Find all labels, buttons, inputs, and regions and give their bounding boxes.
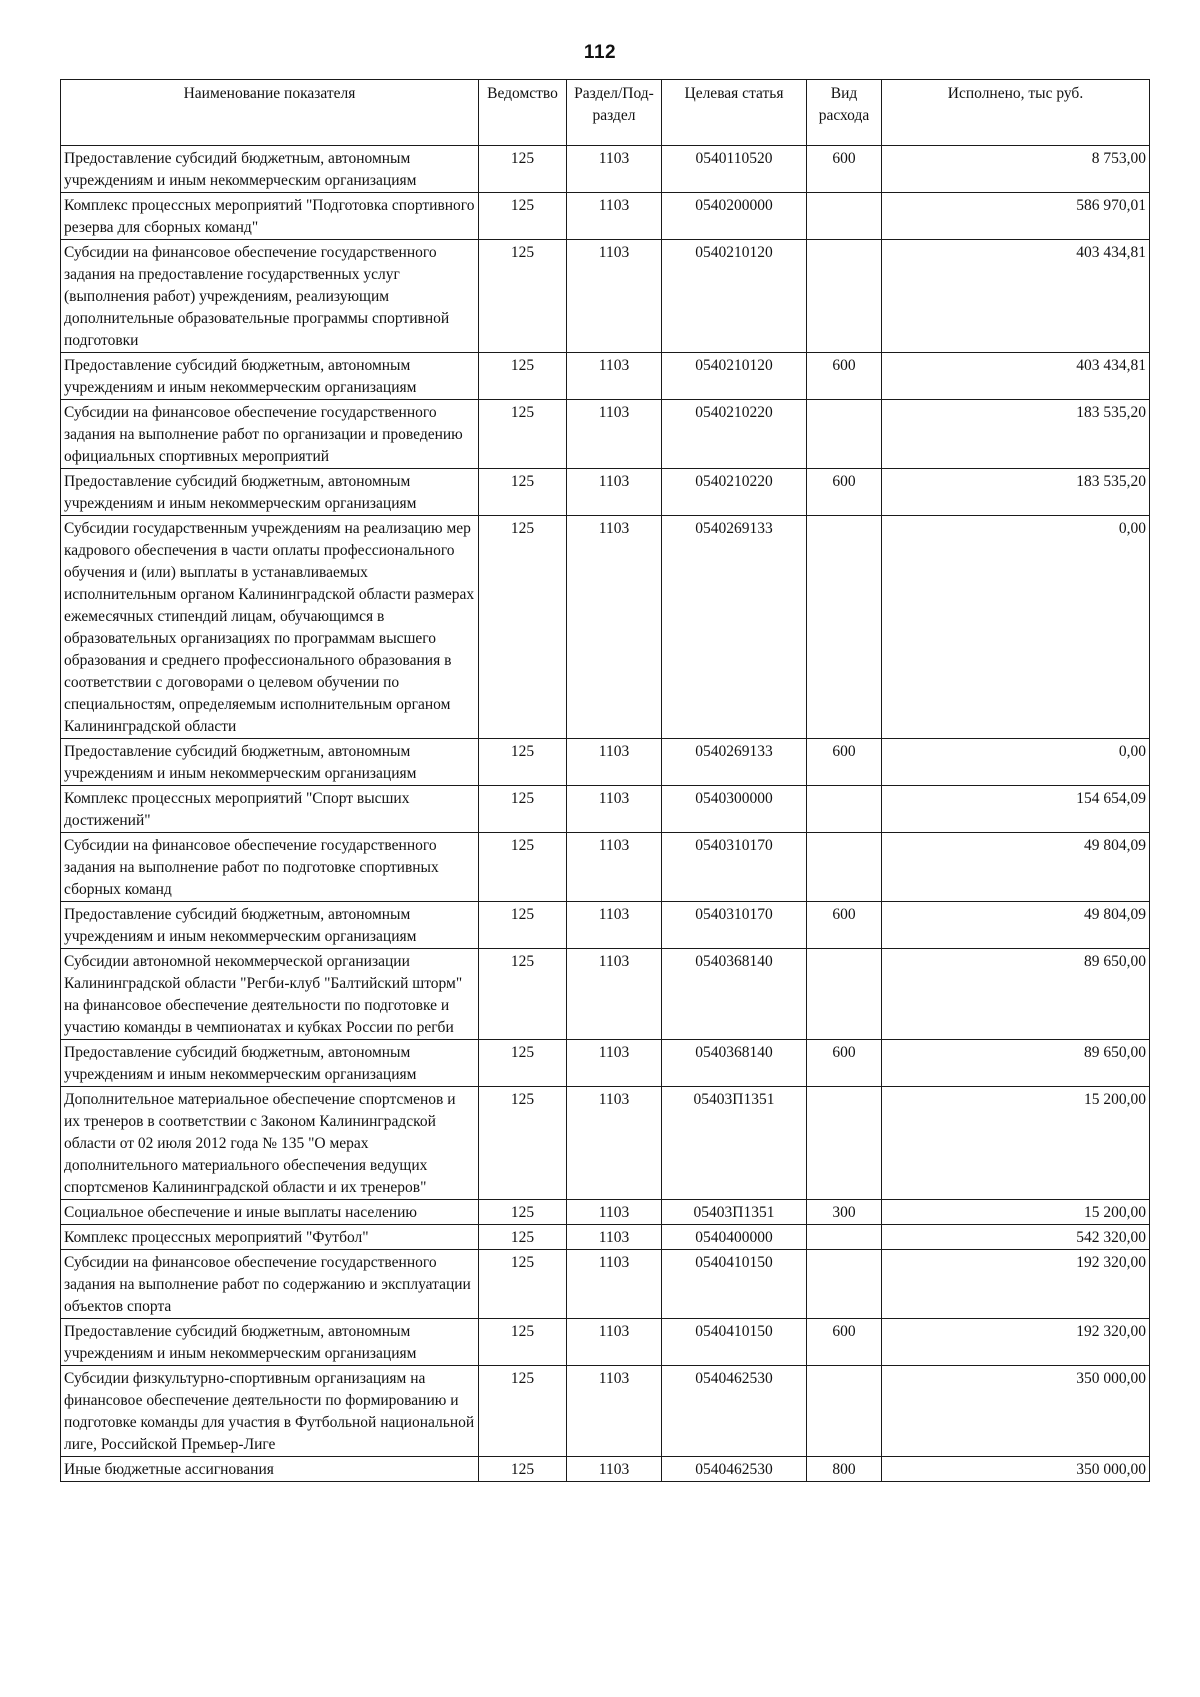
cell-name: Субсидии на финансовое обеспечение государственного задания на выполнение работ по организации и проведению официальных спортивных мероприятий — [61, 400, 479, 469]
cell-section: 1103 — [567, 193, 662, 240]
cell-expense-type — [807, 949, 882, 1040]
cell-section: 1103 — [567, 1250, 662, 1319]
cell-expense-type: 800 — [807, 1457, 882, 1482]
cell-agency: 125 — [479, 193, 567, 240]
cell-expense-type — [807, 193, 882, 240]
cell-section: 1103 — [567, 1040, 662, 1087]
cell-executed: 183 535,20 — [882, 469, 1150, 516]
cell-target: 0540368140 — [662, 1040, 807, 1087]
cell-expense-type — [807, 1366, 882, 1457]
cell-target: 0540210220 — [662, 469, 807, 516]
cell-section: 1103 — [567, 1087, 662, 1200]
cell-name: Субсидии государственным учреждениям на реализацию мер кадрового обеспечения в части оплаты профессионального обучения и (или) выплаты в устанавливаемых исполнительным органом Калининградской области размерах ежемесячных стипендий лицам, обучающимся в образовательных организациях по программам высшего образования и среднего профессионального образования в соответствии с договорами о целевом обучении по специальностям, определяемым исполнительным органом Калининградской области — [61, 516, 479, 739]
cell-section: 1103 — [567, 1366, 662, 1457]
cell-name: Субсидии на финансовое обеспечение государственного задания на выполнение работ по подготовке спортивных сборных команд — [61, 833, 479, 902]
cell-executed: 89 650,00 — [882, 1040, 1150, 1087]
table-row — [61, 949, 1150, 1040]
cell-target: 0540200000 — [662, 193, 807, 240]
table-row — [61, 1366, 1150, 1457]
cell-name: Субсидии физкультурно-спортивным организациям на финансовое обеспечение деятельности по формированию и подготовке команды для участия в Футбольной национальной лиге, Российской Премьер-Лиге — [61, 1366, 479, 1457]
cell-section: 1103 — [567, 146, 662, 193]
table-body — [61, 146, 1150, 1482]
cell-name: Предоставление субсидий бюджетным, автономным учреждениям и иным некоммерческим организациям — [61, 902, 479, 949]
cell-executed: 542 320,00 — [882, 1225, 1150, 1250]
cell-expense-type — [807, 1225, 882, 1250]
cell-name: Дополнительное материальное обеспечение спортсменов и их тренеров в соответствии с Законом Калининградской области от 02 июля 2012 года № 135 "О мерах дополнительного материального обеспечения ведущих спортсменов Калининградской области и их тренеров" — [61, 1087, 479, 1200]
table-row — [61, 1040, 1150, 1087]
cell-executed: 192 320,00 — [882, 1319, 1150, 1366]
table-row — [61, 833, 1150, 902]
header-name: Наименование показателя — [61, 80, 479, 146]
cell-section: 1103 — [567, 516, 662, 739]
cell-executed: 154 654,09 — [882, 786, 1150, 833]
table-row — [61, 1250, 1150, 1319]
cell-executed: 15 200,00 — [882, 1087, 1150, 1200]
cell-target: 05403П1351 — [662, 1087, 807, 1200]
cell-executed: 586 970,01 — [882, 193, 1150, 240]
cell-section: 1103 — [567, 786, 662, 833]
budget-execution-table — [60, 79, 1150, 1482]
cell-target: 0540410150 — [662, 1250, 807, 1319]
cell-agency: 125 — [479, 353, 567, 400]
cell-target: 0540269133 — [662, 516, 807, 739]
cell-name: Предоставление субсидий бюджетным, автономным учреждениям и иным некоммерческим организациям — [61, 353, 479, 400]
table-row — [61, 1225, 1150, 1250]
cell-agency: 125 — [479, 1319, 567, 1366]
cell-target: 0540462530 — [662, 1457, 807, 1482]
cell-executed: 49 804,09 — [882, 833, 1150, 902]
cell-expense-type — [807, 516, 882, 739]
cell-name: Комплекс процессных мероприятий "Подготовка спортивного резерва для сборных команд" — [61, 193, 479, 240]
cell-agency: 125 — [479, 833, 567, 902]
cell-expense-type: 600 — [807, 739, 882, 786]
header-target: Целевая статья — [662, 80, 807, 146]
cell-section: 1103 — [567, 1200, 662, 1225]
cell-executed: 192 320,00 — [882, 1250, 1150, 1319]
table-row — [61, 1200, 1150, 1225]
cell-agency: 125 — [479, 1250, 567, 1319]
page-number: 112 — [583, 42, 617, 63]
cell-executed: 350 000,00 — [882, 1366, 1150, 1457]
cell-name: Предоставление субсидий бюджетным, автономным учреждениям и иным некоммерческим организациям — [61, 1040, 479, 1087]
cell-section: 1103 — [567, 949, 662, 1040]
cell-agency: 125 — [479, 516, 567, 739]
cell-section: 1103 — [567, 469, 662, 516]
cell-agency: 125 — [479, 1200, 567, 1225]
cell-target: 0540300000 — [662, 786, 807, 833]
cell-expense-type — [807, 786, 882, 833]
cell-expense-type: 600 — [807, 1319, 882, 1366]
cell-expense-type: 600 — [807, 146, 882, 193]
table-row — [61, 353, 1150, 400]
cell-name: Предоставление субсидий бюджетным, автономным учреждениям и иным некоммерческим организациям — [61, 469, 479, 516]
header-agency: Ведомство — [479, 80, 567, 146]
cell-executed: 8 753,00 — [882, 146, 1150, 193]
table-row — [61, 146, 1150, 193]
cell-section: 1103 — [567, 400, 662, 469]
cell-expense-type: 300 — [807, 1200, 882, 1225]
cell-expense-type — [807, 833, 882, 902]
cell-agency: 125 — [479, 739, 567, 786]
table-row — [61, 469, 1150, 516]
cell-name: Субсидии автономной некоммерческой организации Калининградской области "Регби-клуб "Балтийский шторм" на финансовое обеспечение деятельности по подготовке и участию команды в чемпионатах и кубках России по регби — [61, 949, 479, 1040]
cell-executed: 89 650,00 — [882, 949, 1150, 1040]
cell-executed: 0,00 — [882, 516, 1150, 739]
cell-target: 05403П1351 — [662, 1200, 807, 1225]
table-row — [61, 902, 1150, 949]
cell-agency: 125 — [479, 1225, 567, 1250]
cell-agency: 125 — [479, 1366, 567, 1457]
cell-executed: 49 804,09 — [882, 902, 1150, 949]
cell-agency: 125 — [479, 1087, 567, 1200]
cell-target: 0540400000 — [662, 1225, 807, 1250]
cell-agency: 125 — [479, 786, 567, 833]
cell-section: 1103 — [567, 1225, 662, 1250]
cell-name: Комплекс процессных мероприятий "Футбол" — [61, 1225, 479, 1250]
cell-target: 0540410150 — [662, 1319, 807, 1366]
cell-section: 1103 — [567, 1319, 662, 1366]
cell-target: 0540310170 — [662, 902, 807, 949]
cell-target: 0540210220 — [662, 400, 807, 469]
table-row — [61, 739, 1150, 786]
cell-expense-type: 600 — [807, 353, 882, 400]
cell-section: 1103 — [567, 902, 662, 949]
cell-target: 0540210120 — [662, 353, 807, 400]
table-row — [61, 516, 1150, 739]
table-header-row — [61, 80, 1150, 146]
cell-section: 1103 — [567, 353, 662, 400]
cell-target: 0540310170 — [662, 833, 807, 902]
table-row — [61, 1457, 1150, 1482]
cell-agency: 125 — [479, 240, 567, 353]
cell-executed: 183 535,20 — [882, 400, 1150, 469]
cell-expense-type — [807, 1087, 882, 1200]
cell-name: Комплекс процессных мероприятий "Спорт высших достижений" — [61, 786, 479, 833]
cell-agency: 125 — [479, 469, 567, 516]
cell-agency: 125 — [479, 902, 567, 949]
cell-section: 1103 — [567, 833, 662, 902]
header-section: Раздел/Под-раздел — [567, 80, 662, 146]
cell-executed: 350 000,00 — [882, 1457, 1150, 1482]
table-row — [61, 193, 1150, 240]
cell-expense-type — [807, 400, 882, 469]
cell-agency: 125 — [479, 1457, 567, 1482]
cell-section: 1103 — [567, 739, 662, 786]
cell-target: 0540110520 — [662, 146, 807, 193]
cell-expense-type — [807, 240, 882, 353]
cell-executed: 0,00 — [882, 739, 1150, 786]
header-executed: Исполнено, тыс руб. — [882, 80, 1150, 146]
table-row — [61, 1087, 1150, 1200]
cell-expense-type: 600 — [807, 1040, 882, 1087]
cell-expense-type — [807, 1250, 882, 1319]
cell-target: 0540462530 — [662, 1366, 807, 1457]
cell-name: Субсидии на финансовое обеспечение государственного задания на предоставление государственных услуг (выполнения работ) учреждениям, реализующим дополнительные образовательные программы спортивной подготовки — [61, 240, 479, 353]
table-row — [61, 240, 1150, 353]
cell-expense-type: 600 — [807, 902, 882, 949]
cell-target: 0540269133 — [662, 739, 807, 786]
cell-agency: 125 — [479, 146, 567, 193]
cell-agency: 125 — [479, 1040, 567, 1087]
cell-name: Социальное обеспечение и иные выплаты населению — [61, 1200, 479, 1225]
cell-agency: 125 — [479, 400, 567, 469]
cell-executed: 403 434,81 — [882, 240, 1150, 353]
cell-name: Предоставление субсидий бюджетным, автономным учреждениям и иным некоммерческим организациям — [61, 739, 479, 786]
cell-executed: 15 200,00 — [882, 1200, 1150, 1225]
header-expense-type: Вид расхода — [807, 80, 882, 146]
cell-section: 1103 — [567, 240, 662, 353]
cell-target: 0540368140 — [662, 949, 807, 1040]
cell-section: 1103 — [567, 1457, 662, 1482]
cell-name: Предоставление субсидий бюджетным, автономным учреждениям и иным некоммерческим организациям — [61, 1319, 479, 1366]
table-row — [61, 400, 1150, 469]
cell-agency: 125 — [479, 949, 567, 1040]
table-row — [61, 1319, 1150, 1366]
table-row — [61, 786, 1150, 833]
cell-name: Иные бюджетные ассигнования — [61, 1457, 479, 1482]
cell-target: 0540210120 — [662, 240, 807, 353]
cell-name: Субсидии на финансовое обеспечение государственного задания на выполнение работ по содержанию и эксплуатации объектов спорта — [61, 1250, 479, 1319]
cell-expense-type: 600 — [807, 469, 882, 516]
cell-name: Предоставление субсидий бюджетным, автономным учреждениям и иным некоммерческим организациям — [61, 146, 479, 193]
cell-executed: 403 434,81 — [882, 353, 1150, 400]
